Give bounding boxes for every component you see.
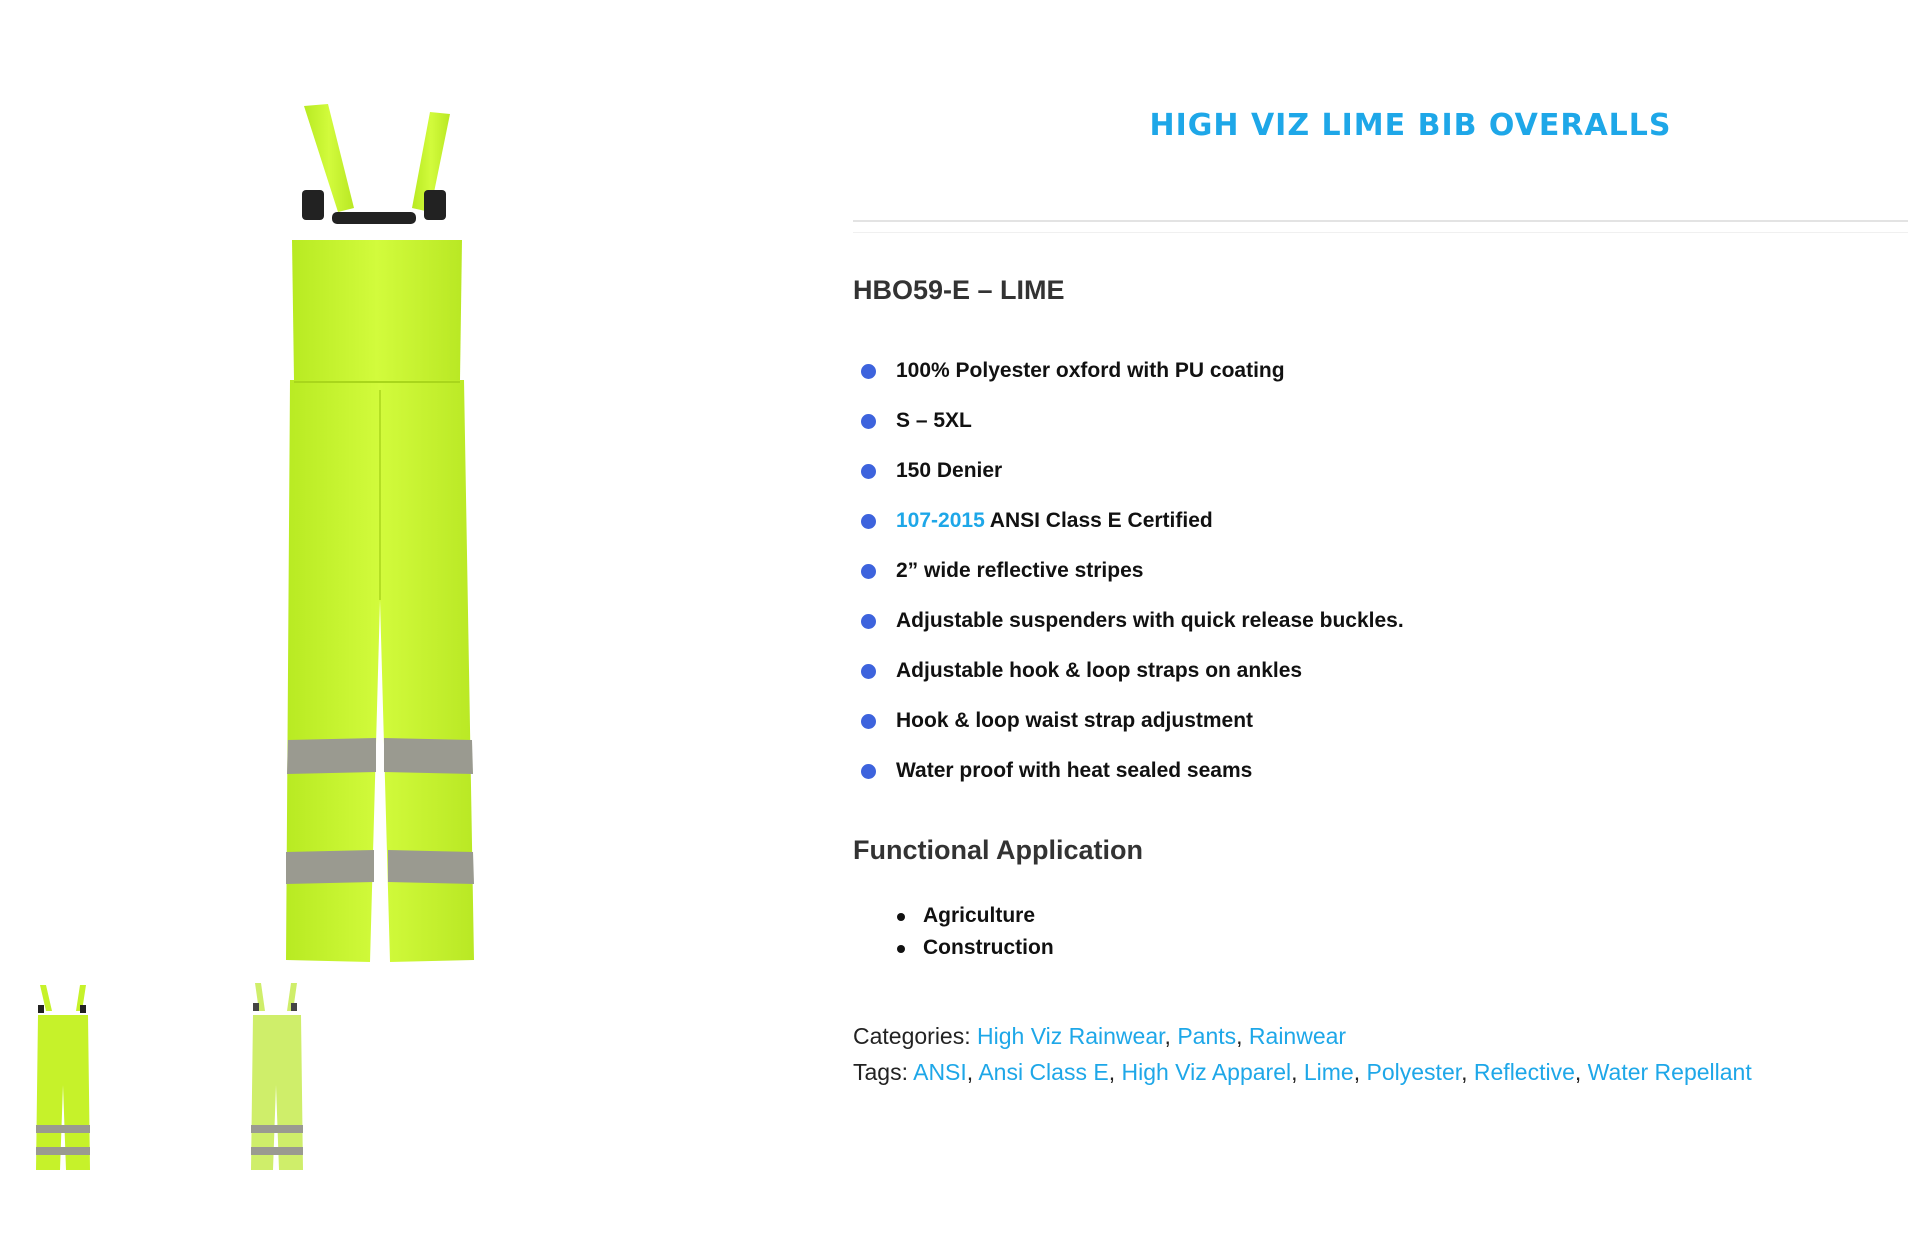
tag-link[interactable]: Water Repellant bbox=[1587, 1059, 1752, 1085]
ansi-standard-link[interactable]: 107-2015 bbox=[896, 509, 985, 532]
bullet-icon bbox=[861, 414, 876, 429]
feature-item bbox=[853, 556, 1404, 606]
bullet-icon bbox=[861, 364, 876, 379]
feature-item bbox=[853, 356, 1404, 406]
product-summary bbox=[853, 0, 1908, 1241]
application-text: Construction bbox=[923, 936, 1054, 959]
feature-item bbox=[853, 506, 1404, 556]
feature-item bbox=[853, 406, 1404, 456]
category-link[interactable]: Pants bbox=[1177, 1023, 1237, 1049]
categories-label: Categories: bbox=[853, 1023, 971, 1049]
feature-text: Adjustable suspenders with quick release buckles. bbox=[896, 609, 1404, 632]
category-link[interactable]: High Viz Rainwear bbox=[977, 1023, 1165, 1049]
feature-text: Hook & loop waist strap adjustment bbox=[896, 709, 1254, 732]
tag-link[interactable]: Polyester bbox=[1366, 1059, 1462, 1085]
tag-link[interactable]: Lime bbox=[1303, 1059, 1354, 1085]
categories-row: Categories: High Viz Rainwear, Pants, Rainwear bbox=[853, 1023, 1347, 1049]
feature-item bbox=[853, 456, 1404, 506]
tag-link[interactable]: Ansi Class E bbox=[978, 1059, 1109, 1085]
functional-application-heading: Functional Application bbox=[853, 835, 1143, 865]
feature-item bbox=[853, 756, 1404, 806]
tags-row: Tags: ANSI, Ansi Class E, High Viz Apparel, Lime, Polyester, Reflective, Water Repellant bbox=[853, 1059, 1752, 1085]
application-text: Agriculture bbox=[923, 904, 1036, 927]
bullet-icon bbox=[861, 664, 876, 679]
bullet-icon bbox=[897, 945, 905, 953]
bib-overalls-front-icon[interactable] bbox=[262, 100, 492, 970]
bib-overalls-thumbnail-light[interactable] bbox=[245, 975, 315, 1175]
feature-item bbox=[853, 706, 1404, 756]
tag-link[interactable]: ANSI bbox=[913, 1059, 967, 1085]
feature-text: 100% Polyester oxford with PU coating bbox=[896, 359, 1285, 382]
feature-item bbox=[853, 656, 1404, 706]
feature-text: Adjustable hook & loop straps on ankles bbox=[896, 659, 1303, 682]
feature-text: 150 Denier bbox=[896, 459, 1003, 482]
title-divider bbox=[853, 220, 1908, 222]
application-item bbox=[853, 932, 1054, 964]
tag-link[interactable]: Reflective bbox=[1473, 1059, 1575, 1085]
application-item bbox=[853, 900, 1054, 932]
product-gallery bbox=[0, 0, 820, 1241]
bullet-icon bbox=[861, 764, 876, 779]
feature-text: Water proof with heat sealed seams bbox=[896, 759, 1253, 782]
application-list bbox=[853, 900, 1054, 964]
bullet-icon bbox=[861, 514, 876, 529]
bullet-icon bbox=[861, 564, 876, 579]
bullet-icon bbox=[861, 614, 876, 629]
feature-item bbox=[853, 606, 1404, 656]
feature-text: 2” wide reflective stripes bbox=[896, 559, 1144, 582]
tag-link[interactable]: High Viz Apparel bbox=[1121, 1059, 1292, 1085]
product-title: HIGH VIZ LIME BIB OVERALLS bbox=[1149, 108, 1672, 143]
bullet-icon bbox=[861, 714, 876, 729]
category-link[interactable]: Rainwear bbox=[1248, 1023, 1347, 1049]
bullet-icon bbox=[897, 913, 905, 921]
product-meta bbox=[853, 1018, 1752, 1090]
tags-label: Tags: bbox=[853, 1059, 908, 1085]
feature-list bbox=[853, 356, 1404, 806]
feature-text: S – 5XL bbox=[896, 409, 972, 432]
title-divider-shadow bbox=[853, 232, 1908, 233]
bib-overalls-thumbnail-lime[interactable] bbox=[32, 975, 102, 1175]
bullet-icon bbox=[861, 464, 876, 479]
feature-text: ANSI Class E Certified bbox=[984, 509, 1213, 532]
product-sku: HBO59-E – LIME bbox=[853, 275, 1065, 305]
